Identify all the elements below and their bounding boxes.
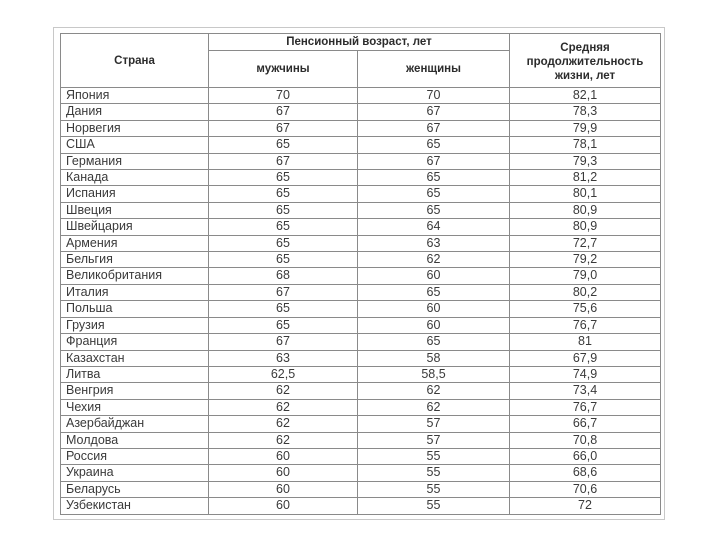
life-expectancy-cell: 80,2 [510, 284, 661, 300]
women-cell: 62 [358, 383, 510, 399]
table-row [61, 235, 661, 251]
country-cell: Франция [61, 334, 209, 350]
life-expectancy-cell: 79,9 [510, 120, 661, 136]
life-expectancy-cell: 79,2 [510, 252, 661, 268]
women-cell: 67 [358, 120, 510, 136]
life-expectancy-cell: 76,7 [510, 317, 661, 333]
men-cell: 62,5 [209, 366, 358, 382]
men-cell: 62 [209, 432, 358, 448]
men-cell: 65 [209, 219, 358, 235]
country-cell: Литва [61, 366, 209, 382]
women-cell: 60 [358, 317, 510, 333]
life-expectancy-cell: 70,6 [510, 481, 661, 497]
country-cell: США [61, 137, 209, 153]
women-cell: 63 [358, 235, 510, 251]
country-cell: Бельгия [61, 252, 209, 268]
country-cell: Испания [61, 186, 209, 202]
table-row [61, 202, 661, 218]
men-cell: 67 [209, 153, 358, 169]
women-cell: 65 [358, 284, 510, 300]
table-row [61, 153, 661, 169]
men-cell: 62 [209, 416, 358, 432]
country-cell: Узбекистан [61, 498, 209, 514]
men-cell: 65 [209, 252, 358, 268]
life-expectancy-cell: 78,3 [510, 104, 661, 120]
life-expectancy-cell: 80,9 [510, 219, 661, 235]
women-cell: 67 [358, 104, 510, 120]
table-header [61, 34, 661, 88]
life-expectancy-cell: 81 [510, 334, 661, 350]
country-cell: Венгрия [61, 383, 209, 399]
men-cell: 60 [209, 465, 358, 481]
women-cell: 55 [358, 498, 510, 514]
life-expectancy-cell: 78,1 [510, 137, 661, 153]
life-expectancy-cell: 79,0 [510, 268, 661, 284]
header-men: мужчины [209, 51, 358, 88]
life-expectancy-cell: 73,4 [510, 383, 661, 399]
men-cell: 60 [209, 481, 358, 497]
country-cell: Молдова [61, 432, 209, 448]
table-row [61, 186, 661, 202]
table-row [61, 416, 661, 432]
country-cell: Армения [61, 235, 209, 251]
header-life-expectancy: Средняя продолжительность жизни, лет [510, 34, 661, 88]
life-expectancy-cell: 81,2 [510, 170, 661, 186]
country-cell: Казахстан [61, 350, 209, 366]
table-row [61, 301, 661, 317]
country-cell: Грузия [61, 317, 209, 333]
women-cell: 64 [358, 219, 510, 235]
table-row [61, 252, 661, 268]
table-row [61, 448, 661, 464]
table-row [61, 219, 661, 235]
men-cell: 65 [209, 202, 358, 218]
country-cell: Швеция [61, 202, 209, 218]
table-row [61, 170, 661, 186]
women-cell: 65 [358, 334, 510, 350]
country-cell: Швейцария [61, 219, 209, 235]
table-body [61, 88, 661, 515]
life-expectancy-cell: 80,9 [510, 202, 661, 218]
men-cell: 68 [209, 268, 358, 284]
life-expectancy-cell: 72,7 [510, 235, 661, 251]
life-expectancy-cell: 76,7 [510, 399, 661, 415]
table-row [61, 120, 661, 136]
men-cell: 67 [209, 104, 358, 120]
table-row [61, 284, 661, 300]
table-row [61, 383, 661, 399]
country-cell: Великобритания [61, 268, 209, 284]
table-row [61, 465, 661, 481]
header-country: Страна [61, 34, 209, 88]
women-cell: 55 [358, 448, 510, 464]
women-cell: 57 [358, 416, 510, 432]
women-cell: 57 [358, 432, 510, 448]
men-cell: 70 [209, 88, 358, 104]
life-expectancy-cell: 68,6 [510, 465, 661, 481]
table-row [61, 350, 661, 366]
country-cell: Азербайджан [61, 416, 209, 432]
table-row [61, 104, 661, 120]
table-row [61, 481, 661, 497]
men-cell: 62 [209, 383, 358, 399]
men-cell: 67 [209, 120, 358, 136]
table-row [61, 399, 661, 415]
women-cell: 67 [358, 153, 510, 169]
men-cell: 65 [209, 137, 358, 153]
women-cell: 60 [358, 268, 510, 284]
life-expectancy-cell: 66,0 [510, 448, 661, 464]
women-cell: 58 [358, 350, 510, 366]
life-expectancy-cell: 66,7 [510, 416, 661, 432]
country-cell: Беларусь [61, 481, 209, 497]
life-expectancy-cell: 82,1 [510, 88, 661, 104]
men-cell: 60 [209, 498, 358, 514]
women-cell: 65 [358, 170, 510, 186]
country-cell: Дания [61, 104, 209, 120]
men-cell: 65 [209, 301, 358, 317]
men-cell: 65 [209, 235, 358, 251]
life-expectancy-cell: 72 [510, 498, 661, 514]
country-cell: Украина [61, 465, 209, 481]
men-cell: 65 [209, 170, 358, 186]
table-row [61, 366, 661, 382]
table-row [61, 432, 661, 448]
women-cell: 65 [358, 186, 510, 202]
women-cell: 55 [358, 481, 510, 497]
women-cell: 62 [358, 399, 510, 415]
table-row [61, 88, 661, 104]
life-expectancy-cell: 67,9 [510, 350, 661, 366]
country-cell: Италия [61, 284, 209, 300]
country-cell: Канада [61, 170, 209, 186]
country-cell: Польша [61, 301, 209, 317]
header-women: женщины [358, 51, 510, 88]
women-cell: 65 [358, 137, 510, 153]
retirement-table [60, 33, 661, 515]
table-row [61, 268, 661, 284]
men-cell: 67 [209, 284, 358, 300]
women-cell: 65 [358, 202, 510, 218]
life-expectancy-cell: 80,1 [510, 186, 661, 202]
men-cell: 63 [209, 350, 358, 366]
life-expectancy-cell: 75,6 [510, 301, 661, 317]
women-cell: 60 [358, 301, 510, 317]
women-cell: 62 [358, 252, 510, 268]
life-expectancy-cell: 74,9 [510, 366, 661, 382]
header-retirement-age: Пенсионный возраст, лет [209, 34, 510, 51]
table-row [61, 498, 661, 514]
table-row [61, 137, 661, 153]
men-cell: 67 [209, 334, 358, 350]
life-expectancy-cell: 70,8 [510, 432, 661, 448]
table-row [61, 334, 661, 350]
men-cell: 62 [209, 399, 358, 415]
women-cell: 55 [358, 465, 510, 481]
country-cell: Норвегия [61, 120, 209, 136]
life-expectancy-cell: 79,3 [510, 153, 661, 169]
table-row [61, 317, 661, 333]
men-cell: 65 [209, 317, 358, 333]
country-cell: Чехия [61, 399, 209, 415]
men-cell: 60 [209, 448, 358, 464]
country-cell: Германия [61, 153, 209, 169]
women-cell: 70 [358, 88, 510, 104]
country-cell: Россия [61, 448, 209, 464]
country-cell: Япония [61, 88, 209, 104]
men-cell: 65 [209, 186, 358, 202]
women-cell: 58,5 [358, 366, 510, 382]
